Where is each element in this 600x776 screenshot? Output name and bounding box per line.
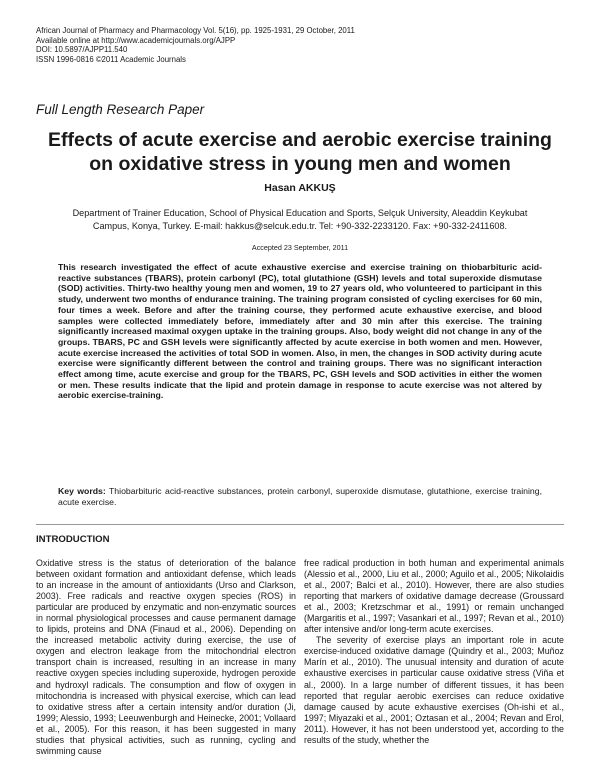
title-line-1: Effects of acute exercise and aerobic exercise training (48, 129, 552, 151)
journal-citation: African Journal of Pharmacy and Pharmacology Vol. 5(16), pp. 1925-1931, 29 October, 2011 (36, 26, 355, 35)
author-name: Hasan AKKUŞ (264, 182, 336, 194)
keywords-text: Thiobarbituric acid-reactive substances, protein carbonyl, superoxide dismutase, glutathione, exercise training, acute exercise. (58, 486, 543, 508)
section-divider (36, 524, 564, 525)
journal-header (36, 26, 355, 64)
intro-left-paragraph: Oxidative stress is the status of deterioration of the balance between oxidant formation and antioxidant defense, which leads to an increase in the amount of antioxidants (Urso and Clarkson, 2003). Free radicals and reactive oxygen species (ROS) in particular are produced by enzymatic and non-enzymatic sources in normal physiological processes and cause permanent damage to lipids, proteins and DNA (Finaud et al., 2006). Depending on the increased metabolic activity during exercise, the use of oxygen and electron leakage from the mitochondrial electron transport chain is increased, resulting in an increase in many reactive oxygen species including superoxide, hydrogen peroxide and hydroxyl radicals. The consumption and flow of oxygen in mitochondria is increased with physical exercise, which can lead to oxidative stress after a certain intensity and/or duration (Ji, 1999; Alessio, 1993; Leeuwenburgh and Heinecke, 2001; Vollaard et al., 2005). For this reason, it has been suggested in many studies that physical activities, such as running, cycling and swimming cause (36, 558, 296, 756)
introduction-heading: INTRODUCTION (36, 534, 110, 545)
paper-title (36, 128, 564, 176)
keywords-label: Key words: (58, 486, 106, 496)
abstract: This research investigated the effect of acute exhaustive exercise and exercise training on thiobarbituric acid-reactive substances (TBARS), protein carbonyl (PC), total glutathione (GSH) levels and total superoxide dismutase (SOD) activities. Thirty-two healthy young men and women, 19 to 27 years old, who volunteered to participant in this study, underwent two months of endurance training. The training program consisted of cycling exercises for 60 min, four times a week. Before and after the training course, they performed acute exhaustive exercise, and blood samples were collected immediately before, immediately after and 30 min after this exercise. The training significantly increased maximal oxygen uptake in the training groups. Also, body weight did not change in any of the groups. TBARS, PC and GSH levels were significantly affected by acute exercise in both women and men. However, acute exercise increased the activities of total SOD in women. Also, in men, the changes in SOD activity during acute exercise were significantly different between the control and training groups. There was no significant interaction effect among time, acute exercise and group for the TBARS, PC, GSH levels and SOD activities in either the women or men. These results indicate that the lipid and protein damage in response to acute exercise was not altered by aerobic exercise-training. (58, 262, 542, 401)
keywords (58, 486, 542, 508)
title-line-2: on oxidative stress in young men and women (89, 153, 511, 175)
left-column (36, 558, 296, 757)
intro-right-paragraph-1: free radical production in both human and experimental animals (Alessio et al., 2000, Liu et al., 2000; Aguilo et al., 2005; Nikolaidis et al., 2007; Balci et al., 2010). However, there are also studies reporting that markers of oxidative damage decrease (Groussard et al., 2003; Kretzschmar et al., 1991) or remain unchanged (Margaritis et al., 1997; Vasankari et al., 1997; Revan et al., 2010) after intensive and/or long-term acute exercises. (304, 558, 564, 635)
section-type: Full Length Research Paper (36, 102, 205, 117)
doi-line: DOI: 10.5897/AJPP11.540 (36, 45, 128, 55)
availability-line: Available online at http://www.academicjournals.org/AJPP (36, 35, 236, 45)
intro-right-paragraph-2: The severity of exercise plays an important role in acute exercise-induced oxidative damage (Quindry et al., 2003; Muñoz Marín et al., 2010). The unusual intensity and duration of acute exhaustive exercises in particular cause oxidative stress (Viña et al., 2000). In a large number of different tissues, it has been reported that regular aerobic exercises can reduce oxidative damage caused by acute exhaustive exercises (Oh-ishi et al., 1997; Miyazaki et al., 2001; Oztasan et al., 2004; Revan and Erol, 2011). However, it has not been understood yet, according to the results of the study, whether the (304, 635, 564, 745)
affiliation (46, 207, 554, 233)
accepted-date: Accepted 23 September, 2011 (251, 243, 349, 252)
affiliation-line-1: Department of Trainer Education, School of Physical Education and Sports, Selçuk University, Aleaddin Keykubat (72, 208, 528, 218)
affiliation-line-2: Campus, Konya, Turkey. E-mail: hakkus@selcuk.edu.tr. Tel: +90-332-2233120. Fax: +90-332-2411608. (92, 221, 508, 231)
right-column (304, 558, 564, 746)
issn-line: ISSN 1996-0816 ©2011 Academic Journals (36, 54, 186, 64)
